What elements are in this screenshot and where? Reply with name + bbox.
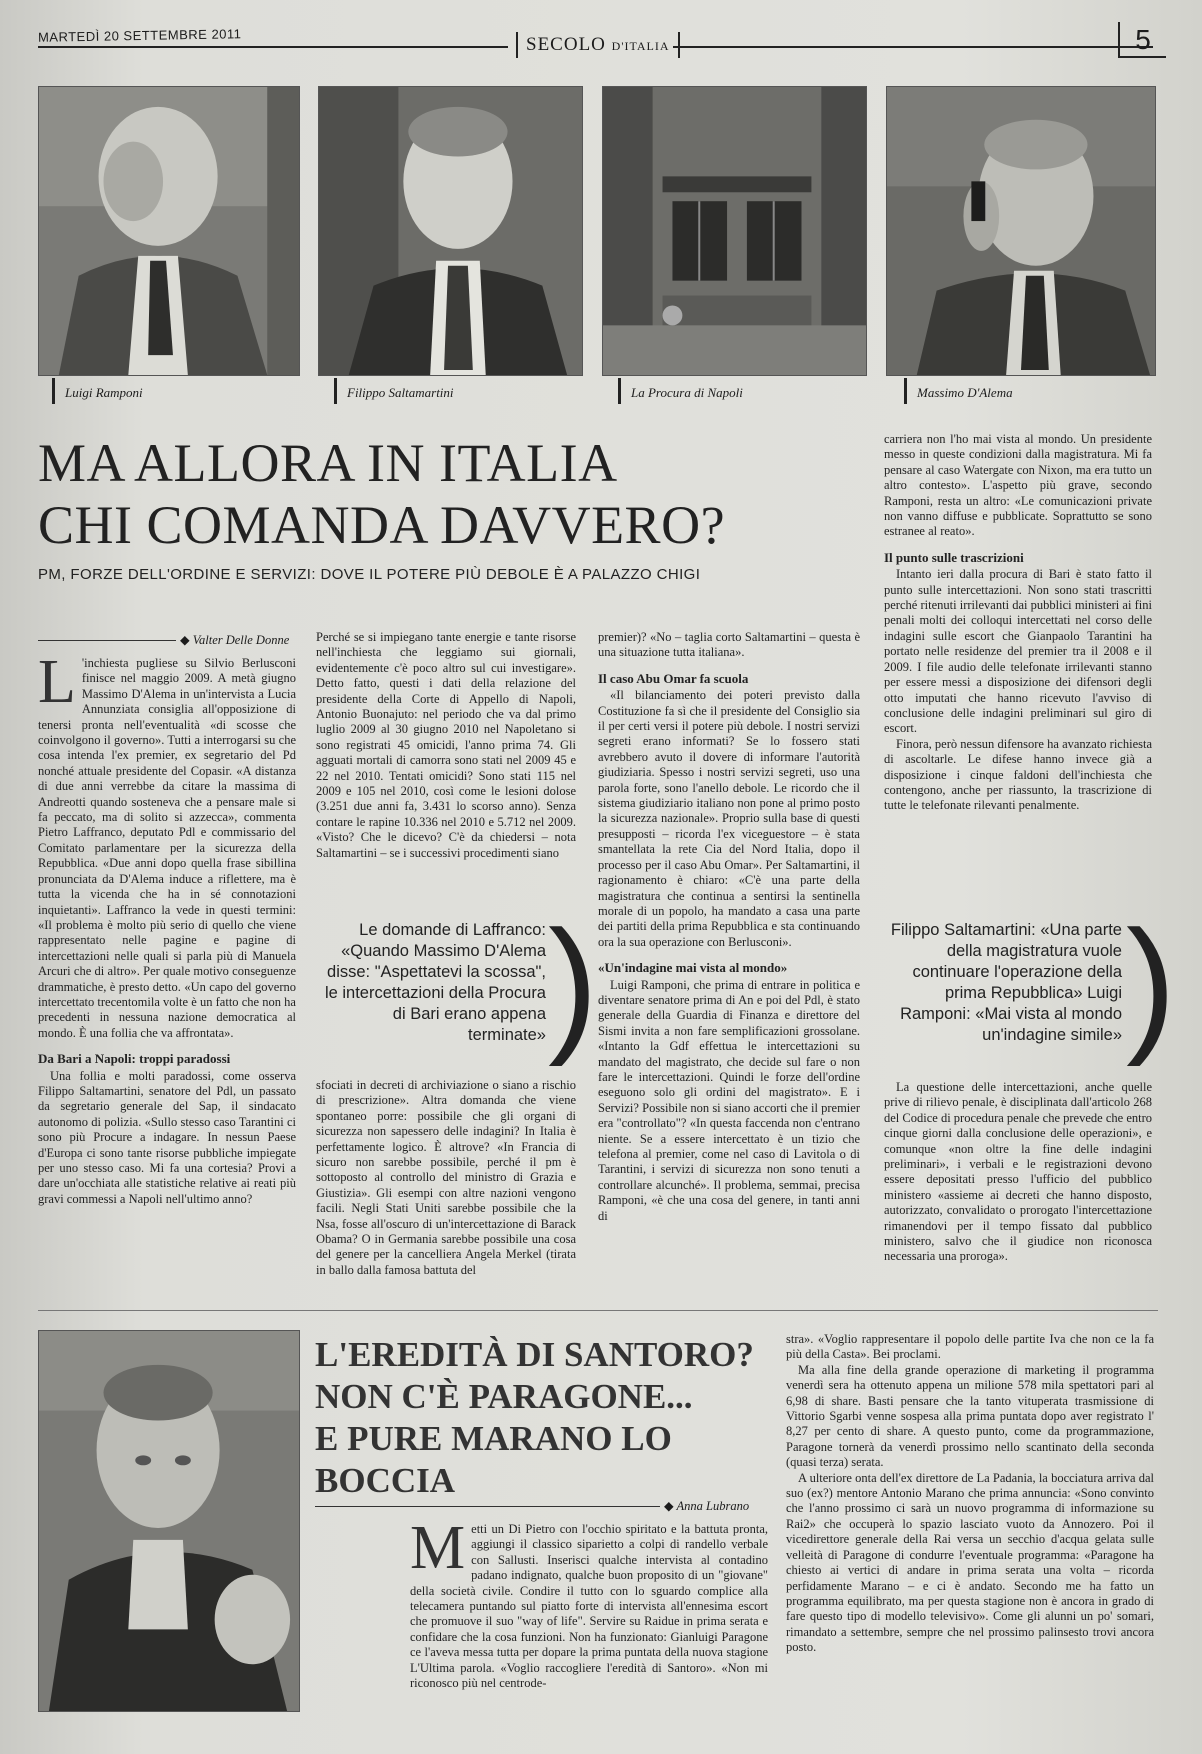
article1-col1-subhead: Da Bari a Napoli: troppi paradossi bbox=[38, 1051, 231, 1067]
photo-procura-napoli bbox=[602, 86, 867, 376]
byline2-author: Anna Lubrano bbox=[676, 1499, 750, 1513]
article1-col3-subhead-2: «Un'indagine mai vista al mondo» bbox=[598, 960, 788, 976]
article1-column-2-top bbox=[316, 630, 576, 912]
article2-col2-paragraph-1: stra». «Voglio rappresentare il popolo delle partite Iva che non ce la fa più della Casta». Bei proclami. bbox=[786, 1332, 1154, 1362]
article1-col4-paragraph-3: Finora, però nessun difensore ha avanzato richiesta di ascoltarle. Le difese hanno invece già a disposizione i cinque faldoni dell'inchiesta che contengono, anche per riassunto, la trascrizione di tutte le telefonate rilevanti penalmente. bbox=[884, 736, 1152, 813]
portrait-image bbox=[39, 1331, 299, 1711]
masthead-paper-name bbox=[516, 32, 680, 58]
building-image bbox=[603, 87, 866, 375]
article1-column-3 bbox=[598, 630, 860, 1296]
second-headline bbox=[315, 1334, 775, 1502]
article1-col3-paragraph-2: «Il bilanciamento dei poteri previsto dalla Costituzione fa sì che il presidente del Consiglio sia il per certi versi il potere più debole. I nostri servizi segreti erano informati? Se lo fossero stati avrebbero avuto il dovere di informare l'autorità giudiziaria. Spesso i nostri servizi segreti, uso una parola forte, sono l'anello debole. Le ricordo che il sistema giudiziario italiano non pone al primo posto la sicurezza nazionale». Proprio sulla base di questi presupposti – ricorda l'ex viceguestore – è stata smantellata la rete Cia del Nord Italia, dopo il processo per il caso Abu Omar». Per Saltamartini, il ragionamento è chiaro: «C'è una parte della magistratura che continua a sentirsi la sentinella morale di un popolo, ha mandato a casa una parte dei partiti della prima Repubblica e sta continuando ora la sua operazione con Berlusconi». bbox=[598, 688, 860, 949]
caption-photo-2: Filippo Saltamartini bbox=[334, 378, 454, 404]
byline-rule bbox=[38, 640, 176, 641]
byline-rule-2 bbox=[315, 1506, 660, 1507]
portrait-image bbox=[887, 87, 1155, 375]
drop-cap: L bbox=[38, 656, 76, 716]
article1-col4-subhead: Il punto sulle trascrizioni bbox=[884, 549, 1024, 565]
caption-photo-4: Massimo D'Alema bbox=[904, 378, 1013, 404]
byline-author: Valter Delle Donne bbox=[192, 633, 290, 647]
article2-col1-paragraph-1 bbox=[410, 1522, 768, 1691]
byline: ◆ Valter Delle Donne bbox=[180, 633, 290, 647]
pull-quote-saltamartini-ramponi: Filippo Saltamartini: «Una parte della magistratura vuole continuare l'operazione della prima Repubblica» Luigi Ramponi: «Mai vista al mondo un'indagine simile» bbox=[890, 921, 1122, 1044]
article2-column-2 bbox=[786, 1332, 1154, 1722]
photo-gianluigi-paragone bbox=[38, 1330, 300, 1712]
article1-col1-paragraph-2: Una follia e molti paradossi, come osserva Filippo Saltamartini, senatore del Pdl, un passato da segretario generale del Sap, il sindacato autonomo di polizia. «Sullo stesso caso Tarantini ci sono più Procure a indagare. In nessun Paese d'Europa ci sono tante risorse pubbliche impiegate per uno stesso caso. Mi fa una cortesia? Provi a dare un'occhiata alle statistiche relative ai reati più gravi commessi a Napoli nell'ultimo anno? bbox=[38, 1068, 296, 1206]
byline-2: ◆ Anna Lubrano bbox=[664, 1499, 750, 1513]
paper-name: SECOLO bbox=[526, 34, 606, 55]
photo-luigi-ramponi bbox=[38, 86, 300, 376]
portrait-image bbox=[39, 87, 299, 375]
main-headline bbox=[38, 432, 878, 556]
article2-col2-paragraph-2: Ma alla fine della grande operazione di marketing il programma venerdì sera ha ottenuto appena un milione 578 mila spettatori pari al 6,98 di share. Basti pensare che la tanto vituperata trasmissione di Vittorio Sgarbi venne sospesa alla prima puntata dopo aver registrato l' 8,27 per cento di share. A questo punto, come da programmazione, Paragone tornerà da venerdì prossimo nello scantinato della seconda (quasi terza) serata. bbox=[786, 1362, 1154, 1470]
article1-col1-paragraph-1 bbox=[38, 656, 296, 1041]
section-divider bbox=[38, 1310, 1158, 1311]
masthead bbox=[38, 18, 1168, 58]
photo-filippo-saltamartini bbox=[318, 86, 583, 376]
caption-photo-1: Luigi Ramponi bbox=[52, 378, 143, 404]
article2-col2-paragraph-3: A ulteriore onta dell'ex direttore de La Padania, la bocciatura arriva dal suo (ex?) mentore Antonio Marano che prima annuncia: «Sono convinto che l'anno prossimo ci sarà un nuovo programma di informazione su Rai2» che occuperà lo spazio lasciato vuoto da Annozero. Poi il vicedirettore generale della Rai versa un secchio d'acqua gelata sulle velleità di Paragone di condurre l'eventuale programma: «Paragone ha chiesto ai vertici di andare in prima serata una volta – ricorda perfidamente Marano – e ci è andato. Secondo me ha fatto un programma equilibrato, ma per questa stagione non è ancora in grado di fare questo tipo di modello televisivo». Come gli alunni un po' somari, rimandato a settembre, sempre che nel prossimo palinsesto trovi ancora posto. bbox=[786, 1470, 1154, 1655]
paragraph-text: etti un Di Pietro con l'occhio spiritato e la battuta pronta, aggiungi il classico siparietto a colpi di randello verbale con Sallusti. Inserisci qualche intervista al contadino padano indignato, qualche buon proposito di un "giovane" della società civile. Condire il tutto con lo sguardo complice alla telecamera puntando sul piatto forte di intervista all'ennesima escort che promuove il suo "way of life". Servire su Raidue in prima serata e confidare che la cosa funzioni. Non ha funzionato: Gianluigi Paragone ce l'aveva messa tutta per dopare la prima puntata della nuova stagione L'Ultima parola. «Voglio raccogliere l'eredità di Santoro». «Non mi riconosco più nel centrode- bbox=[410, 1522, 768, 1691]
paragraph-text: 'inchiesta pugliese su Silvio Berlusconi finisce nel maggio 2009. A metà giugno Massimo D'Alema in un'intervista a Lucia Annunziata consiglia all'opposizione di tenersi pronta nell'eventualità «di scosse che coinvolgono il governo». Tutti a interrogarsi su che cosa intenda l'ex premier, ex segretario del Pd nonché attuale presidente del Copasir. «A distanza di due anni verrebbe da citare la massima di Andreotti quando sosteneva che a pensare male si fa peccato, ma di solito si azzecca», commenta Pietro Laffranco, deputato Pdl e commissario del Comitato parlamentare per la sicurezza della Repubblica. «Due anni dopo quella frase sibillina pronunciata da D'Alema induce a riflettere, ma è tutta la vicenda che ha in sé connotazioni inquietanti». Laffranco la vede in questi termini: «Il problema è molto più serio di quello che viene rappresentato nelle pagine e pagine di intercettazioni nelle quali si parla più di Manuela Arcuri che di altro». Per quale motivo conseguenze drammatiche, è presto detto. «Un capo del governo intercettato trecentomila volte è un fatto che non ha precedenti in nessuna nazione democratica al mondo. È una follia che va affrontata». bbox=[38, 656, 296, 1040]
headline-line-2: CHI COMANDA DAVVERO? bbox=[38, 495, 726, 555]
article2-column-1 bbox=[410, 1522, 768, 1722]
article1-column-2-bottom bbox=[316, 1078, 576, 1298]
article1-col2-paragraph-2: sfociati in decreti di archiviazione o siano a rischio di prescrizione». Altra domanda che viene spontaneo porre: possibile che gli organi di sicurezza non sapessero delle indagini? In Italia è perfettamente logico. È altrove? «In Francia di sicuro non sarebbe possibile, perché il pm è sottoposto al controllo del ministro di Grazia e Giustizia». Gli esempi con altre nazioni vengono facili. Negli Stati Uniti sarebbe possibile che la Nsa, fosse all'oscuro di un'intercettazione di Barack Obama? O in Germania sarebbe possibile una cosa del genere per la cancelliera Angela Merkel (tirata in ballo dalla famosa battuta del bbox=[316, 1078, 576, 1277]
headline2-line-3: E PURE MARANO LO BOCCIA bbox=[315, 1419, 672, 1500]
article1-col4-paragraph-4: La questione delle intercettazioni, anche quelle prive di rilievo penale, è disciplinata dall'articolo 268 del Codice di procedura penale che prevede che entro cinque giorni dalla conclusione delle operazioni», e comunque «non oltre la fine delle indagini preliminari», i verbali e le registrazioni devono essere depositati presso l'ufficio del pubblico ministero «assieme ai decreti che hanno disposto, autorizzato, convalidato o prorogato l'intercettazione rimanendovi per il tempo fissato dal pubblico ministero, salvo che il giudice non riconosca necessaria una proroga». bbox=[884, 1080, 1152, 1264]
article1-column-4-bottom bbox=[884, 1080, 1152, 1298]
article1-col4-paragraph-2: Intanto ieri dalla procura di Bari è stato fatto il punto sulle intercettazioni. Non sono stati trascritti perché ritenuti irrilevanti dai pubblici ministeri ai fini penali molti dei colloqui intercettati nel corso delle indagini sulle escort che Gianpaolo Tarantini ha portato nelle residenze del premier tra il 2008 e il 2009. I file audio delle telefonate irrilevanti stanno per essere messi a disposizione dei difensori degli otto imputati che hanno ricevuto l'avviso di conclusione delle indagini preliminari sul giro di escort. bbox=[884, 567, 1152, 736]
drop-cap-2: M bbox=[410, 1522, 466, 1582]
pull-quote-laffranco: Le domande di Laffranco: «Quando Massimo D'Alema disse: "Aspettatevi la scossa", le intercettazioni della Procura di Bari erano appena terminate» bbox=[324, 921, 546, 1044]
masthead-rule-left bbox=[38, 46, 508, 48]
masthead-rule-right bbox=[673, 46, 1153, 48]
headline2-line-2: NON C'È PARAGONE... bbox=[315, 1377, 693, 1416]
pull-quote-bracket-2: ) bbox=[1126, 899, 1176, 1067]
headline2-line-1: L'EREDITÀ DI SANTORO? bbox=[315, 1335, 754, 1374]
pull-quote-bracket: ) bbox=[548, 899, 598, 1067]
article1-column-1 bbox=[38, 656, 296, 1296]
portrait-image bbox=[319, 87, 582, 375]
headline-line-1: MA ALLORA IN ITALIA bbox=[38, 433, 618, 493]
page-number: 5 bbox=[1118, 22, 1166, 58]
article1-col3-paragraph-1: premier)? «No – taglia corto Saltamartini – questa è una situazione tutta italiana». bbox=[598, 630, 860, 660]
article1-col2-paragraph-1: Perché se si impiegano tante energie e tante risorse nell'inchiesta che leggiamo sui giornali, evidentemente c'è poco altro sul cui investigare». Detto fatto, questi i dati della relazione del presidente della Corte di Appello di Napoli, Antonio Buonajuto: nel periodo che va dal primo luglio 2009 al 30 giugno 2010 nel Napoletano si sono registrati 45 omicidi, l'anno prima 74. Gli agguati mortali di camorra sono stati nel 2009 45 e 22 nel 2010. Tentati omicidi? Sono stati 115 nel 2009 e 105 nel 2010, così come le lesioni dolose (3.251 due anni fa, 3.431 lo scorso anno). Senza contare le rapine 10.336 nel 2010 e 5.712 nel 2009. «Visto? Che le dicevo? C'è da chiedersi – nota Saltamartini – se i successivi procedimenti siano bbox=[316, 630, 576, 860]
paper-name-suffix: D'ITALIA bbox=[611, 39, 670, 53]
masthead-date: MARTEDÌ 20 SETTEMBRE 2011 bbox=[37, 26, 242, 45]
article1-column-4-top bbox=[884, 432, 1152, 886]
article1-col4-paragraph-1: carriera non l'ho mai vista al mondo. Un presidente messo in queste condizioni dalla magistratura. Mi fa pensare al caso Watergate con Nixon, ma era tutto un altro contesto». L'aspetto più grave, secondo Ramponi, resta un altro: «Le comunicazioni private non vanno diffuse e pubblicate. Soprattutto se sono estranee al reato». bbox=[884, 432, 1152, 539]
article1-col3-subhead-1: Il caso Abu Omar fa scuola bbox=[598, 670, 749, 686]
photo-massimo-dalema bbox=[886, 86, 1156, 376]
subheadline: PM, FORZE DELL'ORDINE E SERVIZI: DOVE IL POTERE PIÙ DEBOLE È A PALAZZO CHIGI bbox=[38, 566, 701, 583]
caption-photo-3: La Procura di Napoli bbox=[618, 378, 743, 404]
article1-col3-paragraph-3: Luigi Ramponi, che prima di entrare in politica e diventare senatore prima di An e poi del Pdl, è stato generale della Guardia di Finanza e direttore del Sismi invita a non fare semplificazioni grossolane. «Intanto la Gdf effettua le intercettazioni su mandato del magistrato, che decide sul fare o non fare le intercettazioni. Quindi le forze dell'ordine eseguono solo gli ordini del magistrato». E i Servizi? Possibile non si siano accorti che il premier era "controllato"? «In questa faccenda non c'entrano niente. Se a essere intercettato è un tizio che telefona al premier, come nel caso di Lavitola o di Tarantini, i servizi di sicurezza non sono tenuti a controllare alcunché». Il problema, semmai, precisa Ramponi, «è che una cosa del genere, in tanti anni di bbox=[598, 977, 860, 1223]
